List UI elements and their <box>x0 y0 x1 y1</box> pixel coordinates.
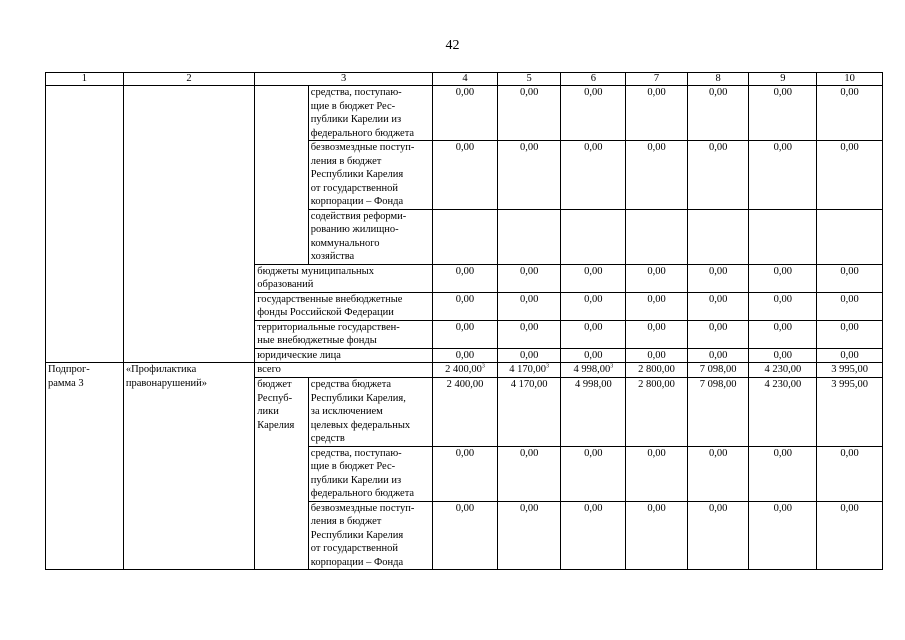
label-line: Республики Карелия <box>310 169 404 180</box>
value-cell: 0,00 <box>433 501 498 570</box>
label-line: средства, поступаю- <box>310 447 402 459</box>
empty-cell <box>497 209 561 264</box>
value-cell: 0,00 <box>561 320 626 348</box>
value-cell: 0,00 <box>817 320 883 348</box>
value-cell: 0,00 <box>626 264 688 292</box>
value-cell: 0,00 <box>687 264 749 292</box>
value-cell: 0,00 <box>749 501 817 570</box>
empty-cell <box>123 86 254 363</box>
total-value: 2 800,00 <box>638 364 675 375</box>
total-value: 4 230,00 <box>764 364 802 375</box>
total-label: всего <box>255 363 433 378</box>
label-line: рованию жилищно- <box>310 224 399 235</box>
value-cell: 0,00 <box>433 446 498 501</box>
label-line: щие в бюджет Рес- <box>310 461 396 472</box>
value-cell: 0,00 <box>817 264 883 292</box>
value-cell: 0,00 <box>817 446 883 501</box>
empty-cell <box>817 209 883 264</box>
source-label <box>308 378 432 447</box>
value-cell: 0,00 <box>497 141 561 210</box>
column-header: 7 <box>626 73 688 86</box>
subprogram-code <box>46 363 124 570</box>
label-line: правонарушений» <box>125 377 207 389</box>
value-cell: 0,00 <box>749 348 817 363</box>
label-line: лики <box>257 406 279 417</box>
source-label <box>308 446 432 501</box>
label-line: за исключением <box>310 406 383 417</box>
value-cell: 4 998,00 <box>561 378 626 447</box>
label-line: федерального бюджета <box>310 488 415 499</box>
source-group-label <box>255 378 309 570</box>
total-value-cell <box>749 363 817 378</box>
value-cell: 0,00 <box>433 264 498 292</box>
label-line: территориальные государствен- <box>257 321 400 333</box>
label-line: государственные внебюджетные <box>257 293 403 305</box>
label-line: фонды Российской Федерации <box>257 307 394 318</box>
label-line: содействия реформи- <box>310 210 407 222</box>
label-line: ления в бюджет <box>310 155 382 167</box>
value-cell: 0,00 <box>817 348 883 363</box>
label-line: публики Карелии из <box>310 114 402 125</box>
label-line: Карелия <box>257 419 295 431</box>
value-cell: 0,00 <box>433 292 498 320</box>
value-cell: 0,00 <box>497 264 561 292</box>
label-line: средств <box>310 433 345 444</box>
value-cell: 0,00 <box>561 264 626 292</box>
column-number-header-row <box>46 73 883 86</box>
value-cell: 0,00 <box>561 501 626 570</box>
label-line: безвозмездные поступ- <box>310 502 415 514</box>
value-cell: 2 400,00 <box>433 378 498 447</box>
total-value: 3 995,00 <box>831 364 868 375</box>
value-cell: 0,00 <box>561 141 626 210</box>
label-line: Респуб- <box>257 392 293 404</box>
budget-table <box>45 72 883 570</box>
label-line: от государственной <box>310 543 398 554</box>
total-value: 7 098,00 <box>699 364 737 375</box>
column-header: 8 <box>687 73 749 86</box>
total-value-cell <box>433 363 498 378</box>
source-label <box>255 348 433 363</box>
value-cell: 0,00 <box>433 320 498 348</box>
value-cell: 0,00 <box>687 86 749 141</box>
value-cell: 0,00 <box>561 292 626 320</box>
label-line: средства, поступаю- <box>310 87 402 98</box>
label-line: корпорации – Фонда <box>310 196 404 207</box>
subprogram-total-row <box>46 363 883 378</box>
label-line: Республики Карелия, <box>310 392 406 404</box>
source-label <box>308 86 432 141</box>
value-cell: 2 800,00 <box>626 378 688 447</box>
value-cell: 0,00 <box>626 320 688 348</box>
empty-cell <box>749 209 817 264</box>
total-value-cell <box>817 363 883 378</box>
column-header: 9 <box>749 73 817 86</box>
value-cell: 0,00 <box>497 348 561 363</box>
value-cell: 0,00 <box>687 501 749 570</box>
value-cell: 4 170,00 <box>497 378 561 447</box>
label-line: Подпрог- <box>48 364 90 375</box>
table-row <box>46 86 883 141</box>
total-value: 4 170,00 <box>509 364 547 375</box>
page-number: 42 <box>445 38 460 53</box>
label-line: «Профилактика <box>125 364 197 375</box>
label-line: Республики Карелия <box>310 529 404 541</box>
value-cell: 0,00 <box>749 141 817 210</box>
source-label <box>255 264 433 292</box>
subprogram-name <box>123 363 254 570</box>
value-cell: 0,00 <box>749 86 817 141</box>
source-label <box>308 141 432 210</box>
value-cell: 0,00 <box>433 348 498 363</box>
empty-cell <box>46 86 124 363</box>
label-line: средства бюджета <box>310 379 392 390</box>
value-cell: 0,00 <box>687 292 749 320</box>
label-line: от государственной <box>310 182 398 194</box>
value-cell: 0,00 <box>497 86 561 141</box>
value-cell: 7 098,00 <box>687 378 749 447</box>
value-cell: 0,00 <box>626 446 688 501</box>
value-cell: 0,00 <box>433 86 498 141</box>
label-line: коммунального <box>310 237 380 249</box>
label-line: целевых федеральных <box>310 419 411 431</box>
source-label <box>255 320 433 348</box>
label-line: щие в бюджет Рес- <box>310 100 396 112</box>
label-line: ные внебюджетные фонды <box>257 335 377 346</box>
footnote-mark: 3 <box>481 363 485 370</box>
column-header: 4 <box>433 73 498 86</box>
value-cell: 0,00 <box>817 501 883 570</box>
value-cell: 0,00 <box>626 86 688 141</box>
value-cell: 0,00 <box>497 320 561 348</box>
value-cell: 0,00 <box>687 320 749 348</box>
label-line: безвозмездные поступ- <box>310 142 415 153</box>
value-cell: 0,00 <box>626 348 688 363</box>
column-header: 1 <box>46 73 124 86</box>
value-cell: 0,00 <box>626 501 688 570</box>
value-cell: 0,00 <box>497 292 561 320</box>
value-cell: 0,00 <box>817 292 883 320</box>
value-cell: 0,00 <box>749 292 817 320</box>
footnote-mark: 3 <box>610 363 614 370</box>
total-value-cell <box>561 363 626 378</box>
value-cell: 0,00 <box>561 446 626 501</box>
value-cell: 0,00 <box>687 141 749 210</box>
column-header: 5 <box>497 73 561 86</box>
value-cell: 0,00 <box>749 264 817 292</box>
source-label <box>308 209 432 264</box>
label-line: юридические лица <box>257 349 341 361</box>
total-value-cell <box>497 363 561 378</box>
column-header: 2 <box>123 73 254 86</box>
value-cell: 0,00 <box>561 348 626 363</box>
label-line: бюджет <box>257 379 292 390</box>
value-cell: 0,00 <box>817 86 883 141</box>
empty-cell <box>433 209 498 264</box>
total-value-cell <box>626 363 688 378</box>
label-line: федерального бюджета <box>310 127 415 139</box>
total-value: 2 400,00 <box>445 364 482 375</box>
column-header: 10 <box>817 73 883 86</box>
label-line: публики Карелии из <box>310 474 402 486</box>
value-cell: 0,00 <box>817 141 883 210</box>
value-cell: 0,00 <box>687 446 749 501</box>
source-label <box>255 292 433 320</box>
value-cell: 0,00 <box>497 501 561 570</box>
label-line: образований <box>257 279 314 290</box>
value-cell: 0,00 <box>626 141 688 210</box>
empty-cell <box>687 209 749 264</box>
empty-cell <box>626 209 688 264</box>
label-line: корпорации – Фонда <box>310 556 404 568</box>
label-line: бюджеты муниципальных <box>257 265 374 277</box>
empty-cell <box>255 86 309 265</box>
value-cell: 4 230,00 <box>749 378 817 447</box>
value-cell: 0,00 <box>497 446 561 501</box>
empty-cell <box>561 209 626 264</box>
label-line: рамма 3 <box>48 377 84 389</box>
total-value-cell <box>687 363 749 378</box>
column-header: 3 <box>255 73 433 86</box>
value-cell: 3 995,00 <box>817 378 883 447</box>
value-cell: 0,00 <box>687 348 749 363</box>
value-cell: 0,00 <box>749 320 817 348</box>
value-cell: 0,00 <box>561 86 626 141</box>
source-label <box>308 501 432 570</box>
label-line: ления в бюджет <box>310 516 382 527</box>
total-value: 4 998,00 <box>573 364 611 375</box>
label-line: хозяйства <box>310 251 355 262</box>
value-cell: 0,00 <box>749 446 817 501</box>
value-cell: 0,00 <box>433 141 498 210</box>
value-cell: 0,00 <box>626 292 688 320</box>
column-header: 6 <box>561 73 626 86</box>
footnote-mark: 3 <box>546 363 550 370</box>
